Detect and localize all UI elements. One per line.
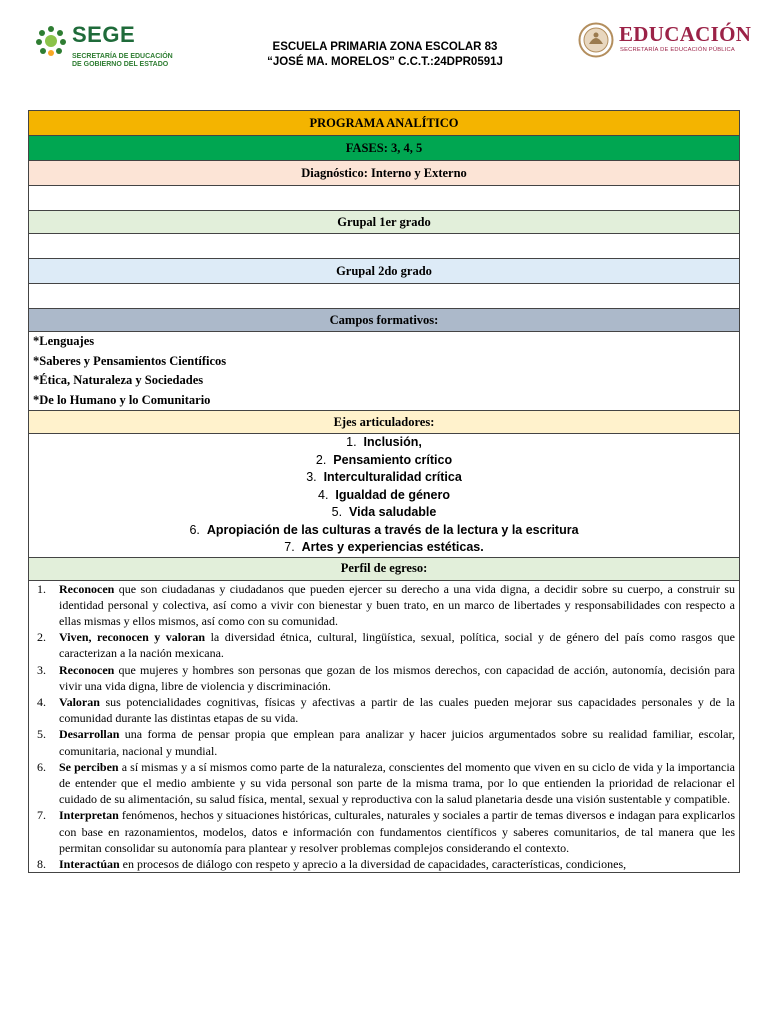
perfil-number: 4. (37, 694, 46, 709)
perfil-text: a sí mismas y a sí mismos como parte de la naturaleza, conscientes del momento que viven en su ciclo de vida y la importancia de entender que el medio ambiente y su vida personal son parte de la misma trama, por lo que entienden la prioridad de relacionar el cuidado de su alimentación, su salud física, mental, sexual y reproductiva con la salud planetaria desde una visión sustentable y compatible. (59, 759, 735, 807)
sege-logo (34, 22, 184, 72)
perfil-number: 7. (37, 808, 46, 823)
perfil-verb: Desarrollan (59, 727, 120, 742)
eje-number: 6. (189, 522, 200, 537)
title-cell: PROGRAMA ANALÍTICO (29, 111, 740, 136)
blank-row-2 (29, 234, 740, 259)
diagnostico-row (29, 161, 740, 186)
perfil-header-row (29, 557, 740, 580)
sege-emblem-icon (34, 24, 68, 58)
eje-text: Artes y experiencias estéticas. (301, 540, 484, 554)
edu-subtitle: SECRETARÍA DE EDUCACIÓN PÚBLICA (620, 47, 735, 53)
programa-analitico-table (28, 110, 740, 873)
perfil-verb: Interpretan (59, 808, 119, 823)
perfil-text: fenómenos, hechos y situaciones históricas, culturales, naturales y sociales a partir de temas diversos e indagan para explicarlos con base en razonamientos, modelos, datos e información con fundamentos científicos y saberes comunitarios, de tal manera que les permitan consolidar su autonomía para plantear y resolver problemas complejos considerando el contexto. (59, 808, 735, 855)
blank-row-3 (29, 284, 740, 309)
perfil-verb: Se perciben (59, 759, 119, 774)
eje-item (33, 504, 735, 522)
sep-logo (578, 22, 760, 62)
perfil-list (33, 581, 735, 873)
campos-cell (29, 332, 740, 411)
blank-row-1 (29, 186, 740, 211)
perfil-item (33, 759, 735, 808)
eje-number: 3. (306, 470, 317, 484)
perfil-item (33, 581, 735, 630)
perfil-text: que mujeres y hombres son personas que gozan de los mismos derechos, con capacidad de acción, autonomía, decisión para vivir una vida digna, libre de violencia y discriminación. (59, 662, 735, 693)
eje-number: 7. (284, 540, 295, 554)
eje-text: Apropiación de las culturas a través de la lectura y la escritura (206, 522, 579, 537)
perfil-verb: Viven, reconocen y valoran (59, 630, 206, 645)
fases-cell: FASES: 3, 4, 5 (29, 136, 740, 161)
edu-name: EDUCACIÓN (619, 22, 752, 46)
grupal-2-cell: Grupal 2do grado (29, 259, 740, 284)
campos-header-row (29, 309, 740, 332)
eje-item (33, 539, 735, 557)
perfil-number: 5. (37, 727, 46, 742)
national-seal-icon (578, 22, 614, 58)
eje-text: Vida saludable (349, 505, 437, 519)
perfil-text: la diversidad étnica, cultural, lingüística, sexual, política, social y de género del país como rasgos que caracterizan a la nación mexicana. (59, 630, 736, 661)
eje-text: Pensamiento crítico (333, 452, 453, 467)
perfil-number: 3. (37, 662, 46, 677)
ejes-header-row (29, 411, 740, 434)
campos-header-cell: Campos formativos: (29, 309, 740, 332)
perfil-text: en procesos de diálogo con respeto y aprecio a la diversidad de capacidades, características, condiciones, (119, 856, 627, 871)
grupal-1-row (29, 211, 740, 234)
eje-number: 4. (318, 487, 329, 502)
campo-item: *Saberes y Pensamientos Científicos (33, 353, 227, 368)
ejes-cell (29, 434, 740, 558)
eje-number: 1. (346, 435, 357, 449)
ejes-row (29, 434, 740, 558)
perfil-verb: Interactúan (59, 856, 120, 871)
fases-row (29, 136, 740, 161)
eje-item (33, 487, 735, 505)
school-line1: ESCUELA PRIMARIA ZONA ESCOLAR 83 (272, 41, 498, 53)
eje-number: 5. (331, 505, 343, 519)
eje-number: 2. (315, 452, 327, 467)
eje-item (33, 522, 735, 540)
perfil-cell (29, 580, 740, 873)
grupal-1-cell: Grupal 1er grado (29, 211, 740, 234)
eje-text: Inclusión, (363, 435, 422, 449)
school-name (200, 40, 570, 70)
campo-item: *Lenguajes (33, 334, 95, 348)
perfil-number: 1. (37, 581, 46, 596)
title-row (29, 111, 740, 136)
perfil-item (33, 807, 735, 856)
blank-cell[interactable] (29, 284, 740, 309)
eje-text: Igualdad de género (335, 487, 450, 502)
perfil-verb: Reconocen (59, 662, 115, 677)
perfil-item (33, 726, 735, 758)
perfil-number: 8. (37, 856, 46, 871)
blank-cell[interactable] (29, 234, 740, 259)
sege-subtitle (72, 53, 192, 69)
sege-subtitle-line2: DE GOBIERNO DEL ESTADO (72, 61, 169, 68)
perfil-verb: Reconocen (59, 581, 115, 596)
blank-cell[interactable] (29, 186, 740, 211)
perfil-text: que son ciudadanas y ciudadanos que pueden ejercer su derecho a una vida digna, a decidir sobre su cuerpo, a construir su identidad personal y colectiva, así como a vivir con bienestar y buen trato, en un marco de libertades y responsabilidades con respecto a ellas mismas y ellos mismos, así como con su comunidad. (59, 581, 735, 628)
eje-text: Interculturalidad crítica (323, 470, 462, 484)
sege-name: SEGE (72, 22, 136, 47)
eje-item (33, 452, 735, 470)
perfil-text: sus potencialidades cognitivas, físicas y afectivas a partir de las cuales pueden mejorar sus capacidades personales y de la comunidad durante las distintas etapas de su vida. (59, 694, 735, 726)
perfil-header-cell: Perfil de egreso: (29, 557, 740, 580)
campo-item: *Ética, Naturaleza y Sociedades (33, 373, 204, 387)
diagnostico-cell: Diagnóstico: Interno y Externo (29, 161, 740, 186)
eje-item (33, 434, 735, 452)
perfil-item (33, 629, 735, 661)
perfil-row (29, 580, 740, 873)
perfil-item (33, 662, 735, 694)
perfil-number: 6. (37, 759, 46, 774)
perfil-text: una forma de pensar propia que emplean para analizar y hacer juicios argumentados sobre su realidad familiar, escolar, comunitaria, nacional y mundial. (59, 727, 735, 758)
document-header (0, 0, 768, 100)
ejes-header-cell: Ejes articuladores: (29, 411, 740, 434)
school-line2: “JOSÉ MA. MORELOS” C.C.T.:24DPR0591J (267, 56, 503, 68)
perfil-item (33, 856, 735, 872)
campos-row (29, 332, 740, 411)
eje-item (33, 469, 735, 487)
perfil-item (33, 694, 735, 726)
grupal-2-row (29, 259, 740, 284)
perfil-number: 2. (37, 630, 46, 645)
sege-subtitle-line1: SECRETARÍA DE EDUCACIÓN (72, 53, 173, 60)
campo-item: *De lo Humano y lo Comunitario (33, 392, 211, 407)
perfil-verb: Valoran (59, 694, 100, 709)
